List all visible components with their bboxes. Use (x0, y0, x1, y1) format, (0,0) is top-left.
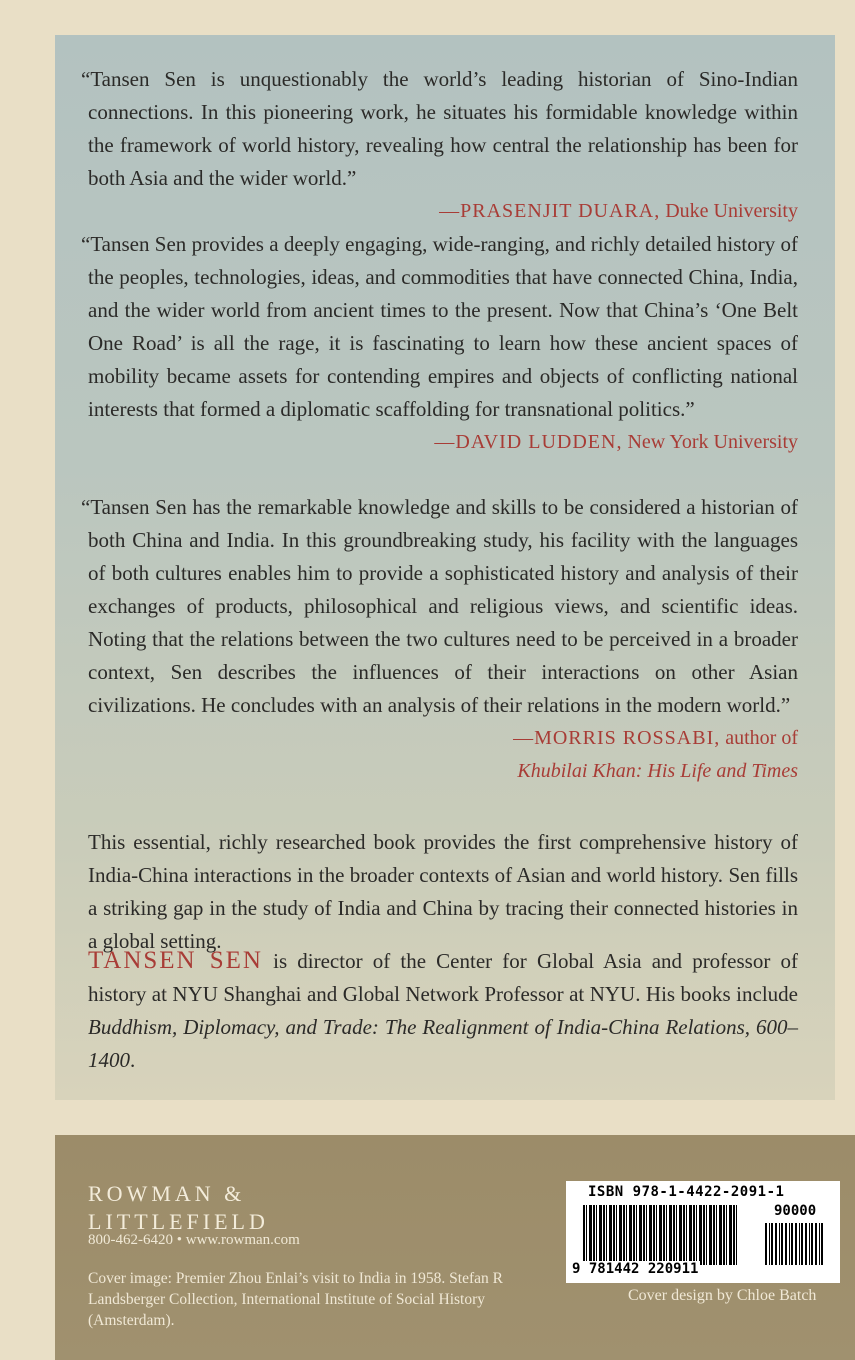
description-text: This essential, richly researched book provides the first comprehensive history of India-China interactions in the broader contexts of Asian and world history. Sen fills a striking gap in the study of India and China by tracing their connected histories in a global setting. (88, 830, 798, 953)
book-description (88, 826, 798, 958)
publisher-contact: 800-462-6420 • www.rowman.com (88, 1232, 300, 1248)
attribution-affiliation: New York University (627, 431, 798, 453)
attribution-name: —PRASENJIT DUARA, (439, 200, 661, 222)
quote-2 (81, 228, 798, 459)
quote-text: “Tansen Sen has the remarkable knowledge and skills to be considered a historian of both China and India. In this groundbreaking study, his facility with the languages of both cultures enables him to provide a sophisticated history and analysis of their exchanges of products, philosophical and religious views, and scientific ideas. Noting that the relations between the two cultures need to be perceived in a broader context, Sen describes the influences of their interactions on other Asian civilizations. He concludes with an analysis of their relations in the modern world.” (81, 495, 798, 717)
quote-attribution (88, 722, 798, 788)
publisher-line-1: ROWMAN & (88, 1181, 246, 1206)
cover-image-credit: Cover image: Premier Zhou Enlai’s visit to India in 1958. Stefan R Landsberger Collection, International Institute of Social History (Amsterdam). (88, 1270, 503, 1329)
bio-end: . (130, 1048, 136, 1072)
design-credit: Cover design by Chloe Batch (628, 1287, 817, 1304)
quote-text: “Tansen Sen provides a deeply engaging, wide-ranging, and richly detailed history of the peoples, technologies, ideas, and commodities that have connected China, India, and the wider world from ancient times to the present. Now that China’s ‘One Belt One Road’ is all the rage, it is fascinating to learn how these ancient spaces of mobility became assets for contending empires and objects of conflicting national interests that formed a diplomatic scaffolding for transnational politics.” (81, 232, 798, 421)
barcode-bars (583, 1205, 738, 1265)
quote-attribution (88, 426, 798, 459)
bio-text: is director of the Center for Global Asia and professor of history at NYU Shanghai and Global Network Professor at NYU. His books include (88, 949, 798, 1006)
quote-1 (81, 63, 798, 228)
attribution-book: Khubilai Khan: His Life and Times (517, 760, 798, 782)
quote-attribution (88, 195, 798, 228)
attribution-name: —DAVID LUDDEN, (434, 431, 623, 453)
attribution-affiliation: author of (725, 727, 798, 749)
bio-book: Buddhism, Diplomacy, and Trade: The Realignment of India-China Relations, 600–1400 (88, 1015, 798, 1072)
isbn-text: ISBN 978-1-4422-2091-1 (588, 1184, 785, 1200)
attribution-affiliation: Duke University (665, 200, 798, 222)
price-addon: 90000 (774, 1203, 817, 1219)
quote-3 (81, 491, 798, 788)
addon-bars (765, 1223, 825, 1265)
author-name: TANSEN SEN (88, 947, 263, 974)
attribution-name: —MORRIS ROSSABI, (513, 727, 721, 749)
author-bio (88, 944, 798, 1077)
publisher-line-2: LITTLEFIELD (88, 1209, 269, 1234)
publisher-logo (88, 1180, 269, 1236)
isbn-barcode (566, 1181, 840, 1283)
quote-text: “Tansen Sen is unquestionably the world’s leading historian of Sino-Indian connections. In this pioneering work, he situates his formidable knowledge within the framework of world history, revealing how central the relationship has been for both Asia and the wider world.” (81, 67, 798, 190)
ean-number: 9 781442 220911 (572, 1261, 699, 1277)
